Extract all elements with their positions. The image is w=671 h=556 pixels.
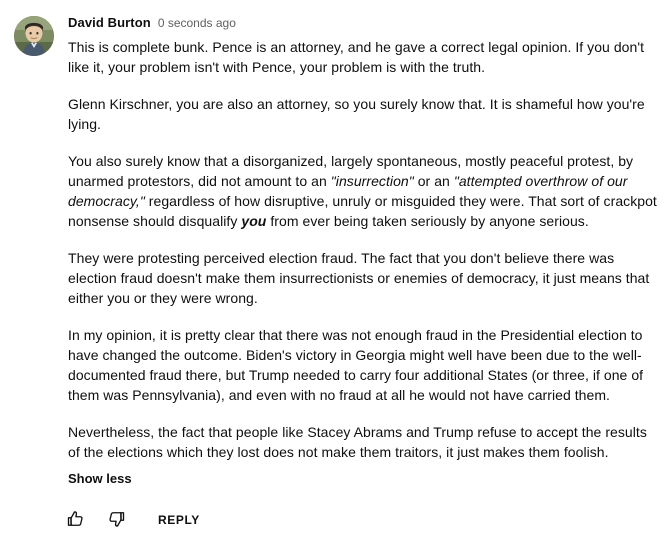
comment-header xyxy=(68,15,657,31)
text-run: from ever being taken seriously by anyone serious. xyxy=(266,213,589,229)
comment-author[interactable]: David Burton xyxy=(68,15,151,30)
text-run: "attempted overthrow of our democracy," xyxy=(68,173,628,209)
thumbs-up-icon xyxy=(66,509,86,532)
avatar-container[interactable] xyxy=(14,14,54,550)
comment-actions xyxy=(60,504,657,550)
text-run: Glenn Kirschner, you are also an attorney, so you surely know that. It is shameful how you're lying. xyxy=(68,96,645,132)
avatar[interactable] xyxy=(14,16,54,56)
comment-timestamp[interactable]: 0 seconds ago xyxy=(157,16,236,30)
comment-body xyxy=(68,14,657,550)
text-run: They were protesting perceived election fraud. The fact that you don't believe there was election fraud doesn't make them insurrectionists or enemies of democracy, it just means that either you or they were wrong. xyxy=(68,250,650,306)
like-button[interactable] xyxy=(60,504,92,536)
thumbs-down-icon xyxy=(106,509,126,532)
text-run: In my opinion, it is pretty clear that there was not enough fraud in the Presidential election to have changed the outcome. Biden's victory in Georgia might well have been due to the well-documented fraud there, but Trump needed to carry four additional States (or three, if one of them was Pennsylvania), and even with no fraud at all he would not have carried them. xyxy=(68,327,644,403)
text-run: "insurrection" xyxy=(330,173,414,189)
text-run: you xyxy=(241,213,267,229)
reply-button[interactable]: REPLY xyxy=(148,505,210,535)
comment-paragraph xyxy=(68,151,657,231)
text-run: You also surely know that a disorganized, largely spontaneous, mostly peaceful protest, by unarmed protestors, did not amount to an xyxy=(68,153,634,189)
dislike-button[interactable] xyxy=(100,504,132,536)
avatar-image xyxy=(14,16,54,56)
comment-paragraph xyxy=(68,248,657,308)
comment-text xyxy=(68,37,657,462)
comment-paragraph xyxy=(68,422,657,462)
text-run: This is complete bunk. Pence is an attorney, and he gave a correct legal opinion. If you don't like it, your problem isn't with Pence, your problem is with the truth. xyxy=(68,39,645,75)
text-run: regardless of how disruptive, unruly or misguided they were. That sort of crackpot nonsense should disqualify xyxy=(68,193,657,229)
show-less-button[interactable]: Show less xyxy=(68,471,132,486)
text-run: or an xyxy=(413,173,454,189)
comment-paragraph xyxy=(68,325,657,405)
comment-paragraph xyxy=(68,37,657,77)
comment-paragraph xyxy=(68,94,657,134)
text-run: Nevertheless, the fact that people like Stacey Abrams and Trump refuse to accept the results of the elections which they lost does not make them traitors, it just makes them foolish. xyxy=(68,424,647,460)
